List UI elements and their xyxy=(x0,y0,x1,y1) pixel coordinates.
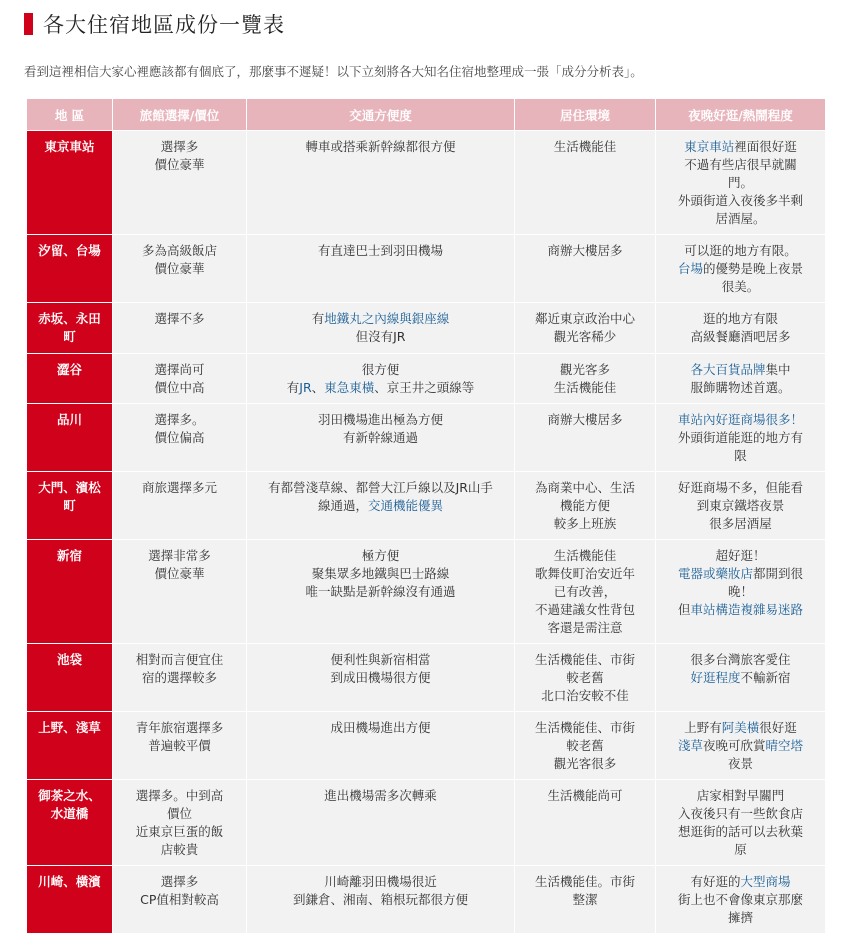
table-row xyxy=(27,354,826,404)
cell-text: 極方便 xyxy=(361,548,400,563)
cell-line xyxy=(660,515,821,533)
cell-text: 逛的地方有限 xyxy=(702,311,778,326)
cell-hotel xyxy=(113,712,247,780)
cell-text: 到東京鐵塔夜景 xyxy=(696,498,785,513)
table-row xyxy=(27,712,826,780)
cell-line xyxy=(251,328,510,346)
cell-line xyxy=(117,565,242,583)
cell-text: 集中 xyxy=(765,362,791,377)
cell-environment xyxy=(515,404,656,472)
cell-line xyxy=(660,210,821,228)
table-row xyxy=(27,644,826,712)
cell-line xyxy=(251,651,510,669)
cell-text: 生活機能佳 xyxy=(553,548,617,563)
cell-line xyxy=(519,138,651,156)
cell-line xyxy=(660,278,821,296)
cell-line xyxy=(117,547,242,565)
cell-area: 池袋 xyxy=(27,644,113,712)
cell-text: 多為高級飯店 xyxy=(141,243,217,258)
cell-text: 選擇多 xyxy=(160,139,199,154)
cell-nightlife xyxy=(656,644,826,712)
cell-text: 生活機能佳 xyxy=(553,139,617,154)
cell-text: 唯一缺點是新幹線沒有通過 xyxy=(305,584,456,599)
cell-line xyxy=(519,565,651,583)
cell-nightlife xyxy=(656,354,826,404)
cell-transport xyxy=(247,472,515,540)
cell-text: 超好逛！ xyxy=(715,548,766,563)
cell-line xyxy=(117,651,242,669)
cell-text: 不過建議女性背包 xyxy=(534,602,635,617)
cell-line xyxy=(660,787,821,805)
cell-text: 較老舊 xyxy=(566,738,604,753)
highlight-text: 東京車站 xyxy=(684,139,735,154)
cell-text: 生活機能佳、市街 xyxy=(534,652,635,667)
cell-environment xyxy=(515,131,656,235)
cell-line xyxy=(519,737,651,755)
highlight-text: 台場 xyxy=(677,261,703,276)
table-row xyxy=(27,866,826,934)
cell-line xyxy=(660,805,821,823)
cell-line xyxy=(251,361,510,379)
cell-line xyxy=(660,651,821,669)
cell-text: 較老舊 xyxy=(566,670,604,685)
cell-line xyxy=(251,669,510,687)
cell-area: 汐留、台場 xyxy=(27,235,113,303)
cell-area: 上野、淺草 xyxy=(27,712,113,780)
cell-transport xyxy=(247,866,515,934)
cell-text: 普遍較平價 xyxy=(148,738,211,753)
cell-text: 價位豪華 xyxy=(154,566,205,581)
cell-line xyxy=(117,737,242,755)
cell-text: 有好逛的 xyxy=(690,874,741,889)
cell-hotel xyxy=(113,472,247,540)
cell-line xyxy=(117,823,242,841)
cell-line xyxy=(251,379,510,397)
cell-line xyxy=(660,138,821,156)
cell-text: 青年旅宿選擇多 xyxy=(135,720,224,735)
cell-nightlife xyxy=(656,404,826,472)
cell-line xyxy=(251,547,510,565)
intro-text: 看到這裡相信大家心裡應該都有個底了，那麼事不遲疑！以下立刻將各大知名住宿地整理成一張「成分分析表」。 xyxy=(24,64,643,79)
cell-text: 很好逛 xyxy=(759,720,797,735)
cell-text: 不輸新宿 xyxy=(740,670,791,685)
header-hotel: 旅館選擇/價位 xyxy=(113,99,247,131)
cell-text: 晚！ xyxy=(727,584,753,599)
cell-line xyxy=(117,156,242,174)
cell-text: 限 xyxy=(734,448,747,463)
header-environment: 居住環境 xyxy=(515,99,656,131)
cell-text: 已有改善， xyxy=(553,584,617,599)
cell-line xyxy=(660,242,821,260)
cell-line xyxy=(660,260,821,278)
cell-text: 商辦大樓居多 xyxy=(547,412,623,427)
cell-line xyxy=(660,565,821,583)
cell-line xyxy=(660,174,821,192)
cell-line xyxy=(660,841,821,859)
cell-text: 選擇尚可 xyxy=(154,362,205,377)
cell-nightlife xyxy=(656,712,826,780)
cell-text: 到成田機場很方便 xyxy=(330,670,431,685)
cell-transport xyxy=(247,540,515,644)
cell-line xyxy=(660,192,821,210)
cell-line xyxy=(251,873,510,891)
cell-text: 街上也不會像東京那麼 xyxy=(677,892,803,907)
cell-text: 高級餐廳酒吧居多 xyxy=(690,329,791,344)
table-row xyxy=(27,303,826,354)
cell-text: 選擇不多 xyxy=(154,311,205,326)
cell-text: 生活機能佳。市街 xyxy=(534,874,635,889)
page-title: 各大住宿地區成份一覽表 xyxy=(43,13,285,37)
cell-area: 赤坂、永田町 xyxy=(27,303,113,354)
cell-line xyxy=(519,583,651,601)
cell-line xyxy=(519,755,651,773)
cell-text: 宿的選擇較多 xyxy=(141,670,217,685)
cell-text: 擁擠 xyxy=(727,910,753,925)
cell-text: 上野有 xyxy=(684,720,722,735)
cell-line xyxy=(519,242,651,260)
cell-line xyxy=(117,669,242,687)
cell-text: 機能方便 xyxy=(559,498,610,513)
cell-line xyxy=(117,138,242,156)
cell-text: 入夜後只有一些飲食店 xyxy=(677,806,803,821)
cell-text: 價位 xyxy=(166,806,192,821)
cell-text: 價位偏高 xyxy=(154,430,205,445)
cell-nightlife xyxy=(656,540,826,644)
cell-text: 到鎌倉、湘南、箱根玩都很方便 xyxy=(292,892,468,907)
cell-transport xyxy=(247,235,515,303)
header-area: 地 區 xyxy=(27,99,113,131)
cell-transport xyxy=(247,131,515,235)
cell-line xyxy=(519,873,651,891)
cell-text: 較多上班族 xyxy=(553,516,617,531)
cell-text: 為商業中心、生活 xyxy=(534,480,635,495)
cell-line xyxy=(660,583,821,601)
cell-line xyxy=(117,411,242,429)
highlight-text: 電器或藥妝店 xyxy=(677,566,753,581)
cell-text: 原 xyxy=(734,842,747,857)
highlight-text: JR xyxy=(299,380,312,395)
cell-line xyxy=(660,737,821,755)
cell-nightlife xyxy=(656,866,826,934)
cell-text: 生活機能佳 xyxy=(553,380,617,395)
cell-text: 選擇多 xyxy=(160,874,199,889)
cell-text: 但沒有JR xyxy=(355,329,406,344)
cell-line xyxy=(117,805,242,823)
highlight-text: 各大百貨品牌 xyxy=(690,362,766,377)
cell-text: 生活機能尚可 xyxy=(547,788,623,803)
cell-line xyxy=(117,361,242,379)
header-transport: 交通方便度 xyxy=(247,99,515,131)
cell-line xyxy=(519,479,651,497)
cell-area: 新宿 xyxy=(27,540,113,644)
cell-text: 都開到很 xyxy=(753,566,804,581)
table-row xyxy=(27,235,826,303)
cell-text: 價位豪華 xyxy=(154,261,205,276)
table-body xyxy=(27,131,826,934)
cell-text: 有 xyxy=(311,311,325,326)
cell-line xyxy=(251,242,510,260)
cell-line xyxy=(660,755,821,773)
cell-text: 不過有些店很早就關 xyxy=(684,157,797,172)
cell-text: 成田機場進出方便 xyxy=(330,720,431,735)
highlight-text: 東急東橫 xyxy=(324,380,375,395)
cell-transport xyxy=(247,404,515,472)
cell-line xyxy=(251,429,510,447)
table-row xyxy=(27,131,826,235)
cell-line xyxy=(519,411,651,429)
cell-text: 商旅選擇多元 xyxy=(141,480,217,495)
cell-line xyxy=(117,787,242,805)
cell-environment xyxy=(515,780,656,866)
cell-area: 大門、濱松町 xyxy=(27,472,113,540)
cell-text: 觀光客稀少 xyxy=(553,329,617,344)
cell-hotel xyxy=(113,780,247,866)
cell-line xyxy=(519,669,651,687)
cell-line xyxy=(519,601,651,619)
highlight-text: 大型商場 xyxy=(740,874,791,889)
cell-line xyxy=(660,479,821,497)
cell-nightlife xyxy=(656,780,826,866)
cell-line xyxy=(660,601,821,619)
cell-line xyxy=(660,891,821,909)
cell-line xyxy=(251,411,510,429)
cell-nightlife xyxy=(656,131,826,235)
cell-text: 店較貴 xyxy=(160,842,199,857)
cell-transport xyxy=(247,303,515,354)
cell-nightlife xyxy=(656,472,826,540)
highlight-text: 晴空塔 xyxy=(765,738,804,753)
highlight-text: 車站構造複雜易迷路 xyxy=(690,602,804,617)
cell-line xyxy=(117,379,242,397)
cell-line xyxy=(660,719,821,737)
cell-text: 近東京巨蛋的飯 xyxy=(135,824,224,839)
cell-line xyxy=(660,411,821,429)
cell-text: 價位中高 xyxy=(154,380,205,395)
cell-transport xyxy=(247,354,515,404)
cell-text: 觀光客多 xyxy=(559,362,610,377)
cell-text: 有直達巴士到羽田機場 xyxy=(317,243,443,258)
cell-line xyxy=(117,841,242,859)
cell-text: 外頭街道入夜後多半剩 xyxy=(677,193,803,208)
cell-transport xyxy=(247,644,515,712)
cell-line xyxy=(117,260,242,278)
cell-environment xyxy=(515,866,656,934)
cell-hotel xyxy=(113,866,247,934)
lodging-area-table xyxy=(26,98,826,934)
cell-text: 的優勢是晚上夜景 xyxy=(703,261,804,276)
cell-line xyxy=(519,361,651,379)
cell-line xyxy=(519,379,651,397)
cell-hotel xyxy=(113,235,247,303)
table-row xyxy=(27,404,826,472)
cell-line xyxy=(117,891,242,909)
cell-text: 選擇多。 xyxy=(154,412,205,427)
cell-text: 轉車或搭乘新幹線都很方便 xyxy=(305,139,456,154)
cell-text: 相對而言便宜住 xyxy=(135,652,224,667)
cell-hotel xyxy=(113,131,247,235)
cell-text: 歌舞伎町治安近年 xyxy=(534,566,635,581)
cell-text: 夜景 xyxy=(727,756,753,771)
cell-line xyxy=(519,687,651,705)
cell-line xyxy=(251,583,510,601)
table-header-row xyxy=(27,99,826,131)
cell-line xyxy=(660,379,821,397)
cell-line xyxy=(660,873,821,891)
highlight-text: 交通機能優異 xyxy=(368,498,444,513)
cell-line xyxy=(519,515,651,533)
cell-line xyxy=(251,138,510,156)
cell-text: 服飾購物述首選。 xyxy=(690,380,791,395)
cell-environment xyxy=(515,712,656,780)
cell-line xyxy=(660,497,821,515)
cell-environment xyxy=(515,540,656,644)
cell-text: 整潔 xyxy=(572,892,598,907)
cell-line xyxy=(660,547,821,565)
cell-line xyxy=(117,310,242,328)
cell-text: 但 xyxy=(677,602,691,617)
cell-transport xyxy=(247,712,515,780)
cell-line xyxy=(117,479,242,497)
cell-line xyxy=(117,719,242,737)
cell-line xyxy=(251,719,510,737)
cell-line xyxy=(660,669,821,687)
cell-text: 店家相對早關門 xyxy=(696,788,785,803)
cell-text: 便利性與新宿相當 xyxy=(330,652,431,667)
cell-line xyxy=(519,547,651,565)
cell-text: 可以逛的地方有限。 xyxy=(684,243,797,258)
cell-line xyxy=(660,429,821,447)
cell-line xyxy=(519,328,651,346)
cell-text: 川崎離羽田機場很近 xyxy=(324,874,437,889)
cell-area: 澀谷 xyxy=(27,354,113,404)
page-heading xyxy=(24,9,285,39)
cell-text: 商辦大樓居多 xyxy=(547,243,623,258)
cell-text: 想逛街的話可以去秋葉 xyxy=(677,824,803,839)
highlight-text: 地鐵丸之內線與銀座線 xyxy=(324,311,450,326)
cell-area: 御茶之水、水道橋 xyxy=(27,780,113,866)
cell-text: 線通過， xyxy=(317,498,368,513)
cell-hotel xyxy=(113,303,247,354)
cell-line xyxy=(519,891,651,909)
cell-environment xyxy=(515,644,656,712)
cell-area: 品川 xyxy=(27,404,113,472)
cell-text: 、 xyxy=(311,380,325,395)
cell-line xyxy=(251,479,510,497)
cell-environment xyxy=(515,235,656,303)
cell-text: 很多居酒屋 xyxy=(709,516,772,531)
cell-text: 有 xyxy=(286,380,300,395)
cell-line xyxy=(519,310,651,328)
cell-text: 進出機場需多次轉乘 xyxy=(324,788,437,803)
cell-line xyxy=(251,565,510,583)
cell-transport xyxy=(247,780,515,866)
cell-line xyxy=(519,497,651,515)
highlight-text: 好逛程度 xyxy=(690,670,741,685)
table-row xyxy=(27,472,826,540)
cell-text: CP值相對較高 xyxy=(140,892,219,907)
cell-line xyxy=(660,823,821,841)
cell-nightlife xyxy=(656,303,826,354)
highlight-text: 阿美橫 xyxy=(721,720,760,735)
cell-line xyxy=(660,328,821,346)
cell-text: 很多台灣旅客愛住 xyxy=(690,652,791,667)
cell-line xyxy=(251,787,510,805)
cell-text: 居酒屋。 xyxy=(715,211,766,226)
cell-line xyxy=(519,619,651,637)
cell-environment xyxy=(515,472,656,540)
cell-environment xyxy=(515,303,656,354)
cell-hotel xyxy=(113,354,247,404)
cell-text: 客還是需注意 xyxy=(547,620,623,635)
cell-text: 生活機能佳、市街 xyxy=(534,720,635,735)
cell-text: 有都營淺草線、都營大江戶線以及JR山手 xyxy=(268,480,493,495)
cell-text: 很美。 xyxy=(721,279,760,294)
cell-line xyxy=(117,873,242,891)
cell-area: 東京車站 xyxy=(27,131,113,235)
table-row xyxy=(27,780,826,866)
cell-text: 北口治安較不佳 xyxy=(541,688,629,703)
cell-line xyxy=(660,361,821,379)
highlight-text: 車站內好逛商場很多！ xyxy=(677,412,803,427)
cell-text: 夜晚可欣賞 xyxy=(702,738,766,753)
cell-text: 觀光客很多 xyxy=(553,756,617,771)
cell-line xyxy=(519,651,651,669)
cell-text: 羽田機場進出極為方便 xyxy=(317,412,443,427)
cell-line xyxy=(251,310,510,328)
cell-line xyxy=(117,242,242,260)
cell-text: 裡面很好逛 xyxy=(734,139,797,154)
cell-line xyxy=(251,891,510,909)
cell-text: 好逛商場不多，但能看 xyxy=(677,480,803,495)
highlight-text: 淺草 xyxy=(677,738,703,753)
cell-line xyxy=(660,310,821,328)
heading-accent-bar xyxy=(24,13,33,35)
cell-line xyxy=(519,787,651,805)
cell-environment xyxy=(515,354,656,404)
cell-text: 有新幹線通過 xyxy=(342,430,418,445)
cell-text: 選擇非常多 xyxy=(148,548,211,563)
cell-text: 、京王井之頭線等 xyxy=(374,380,475,395)
cell-text: 鄰近東京政治中心 xyxy=(534,311,635,326)
cell-line xyxy=(519,719,651,737)
cell-line xyxy=(660,156,821,174)
cell-line xyxy=(660,447,821,465)
cell-area: 川崎、橫濱 xyxy=(27,866,113,934)
cell-text: 選擇多。中到高 xyxy=(135,788,224,803)
cell-text: 門。 xyxy=(727,175,753,190)
cell-line xyxy=(117,429,242,447)
cell-text: 外頭街道能逛的地方有 xyxy=(677,430,803,445)
cell-text: 很方便 xyxy=(361,362,400,377)
cell-text: 價位豪華 xyxy=(154,157,205,172)
cell-hotel xyxy=(113,540,247,644)
cell-line xyxy=(251,497,510,515)
table-row xyxy=(27,540,826,644)
cell-text: 聚集眾多地鐵與巴士路線 xyxy=(311,566,450,581)
cell-hotel xyxy=(113,404,247,472)
header-nightlife: 夜晚好逛/熱鬧程度 xyxy=(656,99,826,131)
cell-hotel xyxy=(113,644,247,712)
cell-nightlife xyxy=(656,235,826,303)
